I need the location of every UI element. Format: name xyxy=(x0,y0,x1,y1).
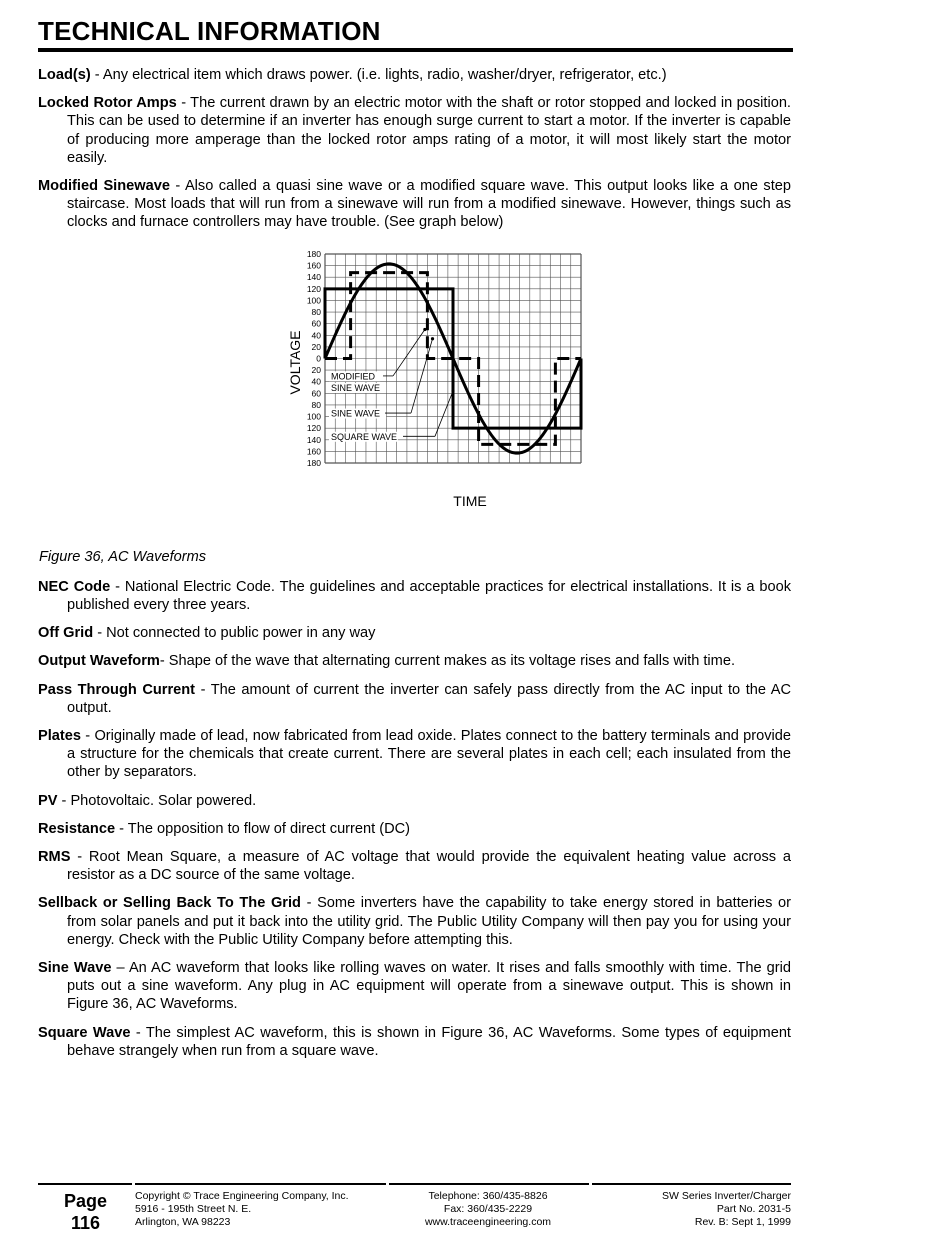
entry-definition: - The amount of current the inverter can safely pass directly from the AC input to the AC output. xyxy=(67,681,791,716)
entry-definition: - Any electrical item which draws power. (i.e. lights, radio, washer/dryer, refrigerator, etc.) xyxy=(90,67,667,83)
figure-ac-waveforms xyxy=(38,244,791,544)
page-number: 116 xyxy=(70,1213,101,1233)
entry-term: Off Grid xyxy=(38,625,94,642)
entry-term: Output Waveform xyxy=(38,653,160,670)
entry-definition: - The simplest AC waveform, this is shown in Figure 36, AC Waveforms. Some types of equipment behave strangely when run from a square wave. xyxy=(67,1024,791,1059)
legend-label-modified-sine-wave: SINE WAVE xyxy=(331,382,381,393)
footer-rule-break xyxy=(589,1182,592,1186)
y-tick-label: 140 xyxy=(306,271,321,282)
y-tick-label: 160 xyxy=(306,260,321,271)
y-axis-label: VOLTAGE xyxy=(287,330,303,395)
footer-line: www.traceengineering.com xyxy=(424,1216,552,1228)
entry-definition: - Originally made of lead, now fabricated from lead oxide. Plates connect to the battery terminals and provide a structure for the chemicals that create current. There are several plates in each cell; each insulated from the other by separators. xyxy=(67,728,791,781)
y-tick-label: 20 xyxy=(311,364,321,375)
page-title: TECHNICAL INFORMATION xyxy=(38,16,381,46)
entry-definition: - Root Mean Square, a measure of AC voltage that would provide the equivalent heating value across a resistor as a DC source of the same voltage. xyxy=(67,849,791,884)
legend-label-modified: MODIFIED xyxy=(331,371,375,382)
entry-term: Plates xyxy=(38,728,81,745)
glossary-entries-bottom xyxy=(38,578,791,1060)
entry-definition: - Some inverters have the capability to take energy stored in batteries or from solar panels and put it back into the utility grid. The Public Utility Company will then pay you for using your energy. Check with the Public Utility Company before attempting this. xyxy=(67,895,791,948)
y-tick-label: 80 xyxy=(311,399,321,410)
y-tick-label: 140 xyxy=(306,434,321,445)
y-tick-label: 100 xyxy=(306,295,321,306)
footer-line: Telephone: 360/435-8826 xyxy=(428,1190,548,1202)
footer-copyright xyxy=(135,1190,349,1229)
footer-rule-break xyxy=(386,1182,389,1186)
footer-line: Copyright © Trace Engineering Company, Inc. xyxy=(135,1190,349,1202)
glossary-entry xyxy=(38,681,791,717)
glossary-entry xyxy=(38,1024,791,1060)
page-number-block xyxy=(38,1190,133,1234)
glossary-entry xyxy=(38,848,791,884)
glossary-entry xyxy=(38,94,791,167)
entry-definition: - Shape of the wave that alternating current makes as its voltage rises and falls with time. xyxy=(159,653,736,670)
glossary-entry xyxy=(38,959,791,1014)
waveform-chart xyxy=(248,244,588,534)
entry-term: Pass Through Current xyxy=(38,681,196,698)
entry-definition: - The current drawn by an electric motor with the shaft or rotor stopped and locked in position. This can be used to determine if an inverter has enough surge current to start a motor. If the inverter is capable of producing more amperage than the locked rotor amps rating of a motor, it will most likely start the motor easily. xyxy=(67,95,791,166)
glossary-entries-top xyxy=(38,66,791,232)
y-tick-labels xyxy=(307,249,321,468)
entry-term: Square Wave xyxy=(38,1024,131,1041)
chart-legend xyxy=(329,327,455,441)
entry-term: Locked Rotor Amps xyxy=(38,95,177,112)
y-tick-label: 40 xyxy=(311,329,321,340)
entry-term: PV xyxy=(38,792,58,809)
y-tick-label: 160 xyxy=(306,446,321,457)
legend-label-square-wave: SQUARE WAVE xyxy=(331,431,398,442)
y-tick-label: 40 xyxy=(311,376,321,387)
entry-definition: – An AC waveform that looks like rolling waves on water. It rises and falls smoothly with time. The grid puts out a sine waveform. Any plug in AC equipment will operate from a sinewave output. This is shown in Figure 36, AC Waveforms. xyxy=(67,960,791,1013)
glossary-entry xyxy=(38,624,791,642)
glossary-entry xyxy=(38,820,791,838)
entry-term: Modified Sinewave xyxy=(38,178,170,195)
page-content xyxy=(38,66,791,1070)
y-tick-label: 80 xyxy=(311,306,321,317)
glossary-entry xyxy=(38,727,791,782)
footer-line: SW Series Inverter/Charger xyxy=(662,1190,791,1202)
glossary-entry xyxy=(38,792,791,810)
x-axis-label: TIME xyxy=(453,492,487,509)
entry-definition: - Photovoltaic. Solar powered. xyxy=(57,792,257,809)
footer-line: 5916 - 195th Street N. E. xyxy=(135,1203,252,1215)
entry-term: RMS xyxy=(38,849,71,866)
entry-definition: - Also called a quasi sine wave or a modified square wave. This output looks like a one step staircase. Most loads that will run from a sinewave will run from a modified sinewave. However, things such as clocks and furnace controllers may have trouble. (See graph below) xyxy=(67,178,791,231)
glossary-entry xyxy=(38,578,791,614)
legend-leader-line xyxy=(393,329,425,375)
legend-leader-arrow xyxy=(451,389,454,392)
footer-line: Fax: 360/435-2229 xyxy=(443,1203,533,1215)
footer-product xyxy=(592,1190,791,1229)
legend-leader-arrow xyxy=(423,327,426,330)
y-tick-label: 180 xyxy=(306,248,321,259)
footer-line: Part No. 2031-5 xyxy=(716,1203,791,1215)
entry-definition: - National Electric Code. The guidelines and acceptable practices for electrical installations. It is a book published every three years. xyxy=(67,578,791,614)
page-word: Page xyxy=(63,1191,108,1211)
entry-term: Load(s) xyxy=(38,67,91,83)
entry-term: Sellback or Selling Back To The Grid xyxy=(38,895,301,912)
y-tick-label: 100 xyxy=(306,411,321,422)
footer-rule xyxy=(38,1183,791,1185)
entry-term: NEC Code xyxy=(38,578,111,595)
y-tick-label: 120 xyxy=(306,283,321,294)
y-tick-label: 180 xyxy=(306,457,321,468)
title-rule xyxy=(38,48,793,52)
y-tick-label: 0 xyxy=(316,353,321,364)
y-tick-label: 60 xyxy=(311,318,321,329)
glossary-entry xyxy=(38,652,791,670)
y-tick-label: 60 xyxy=(311,387,321,398)
legend-leader-line xyxy=(411,338,433,412)
glossary-entry xyxy=(38,66,791,84)
figure-caption: Figure 36, AC Waveforms xyxy=(39,548,207,565)
entry-term: Resistance xyxy=(38,820,116,837)
y-tick-label: 20 xyxy=(311,341,321,352)
legend-label-sine-wave: SINE WAVE xyxy=(331,408,381,419)
footer-line: Arlington, WA 98223 xyxy=(135,1216,231,1228)
y-tick-label: 120 xyxy=(306,422,321,433)
entry-term: Sine Wave xyxy=(38,960,112,977)
footer-contact xyxy=(390,1190,586,1229)
footer-rule-break xyxy=(132,1182,135,1186)
glossary-entry xyxy=(38,177,791,232)
entry-definition: - Not connected to public power in any way xyxy=(93,625,376,642)
entry-definition: - The opposition to flow of direct current (DC) xyxy=(115,820,411,837)
legend-leader-arrow xyxy=(431,337,434,340)
footer-line: Rev. B: Sept 1, 1999 xyxy=(694,1216,791,1228)
glossary-entry xyxy=(38,894,791,949)
